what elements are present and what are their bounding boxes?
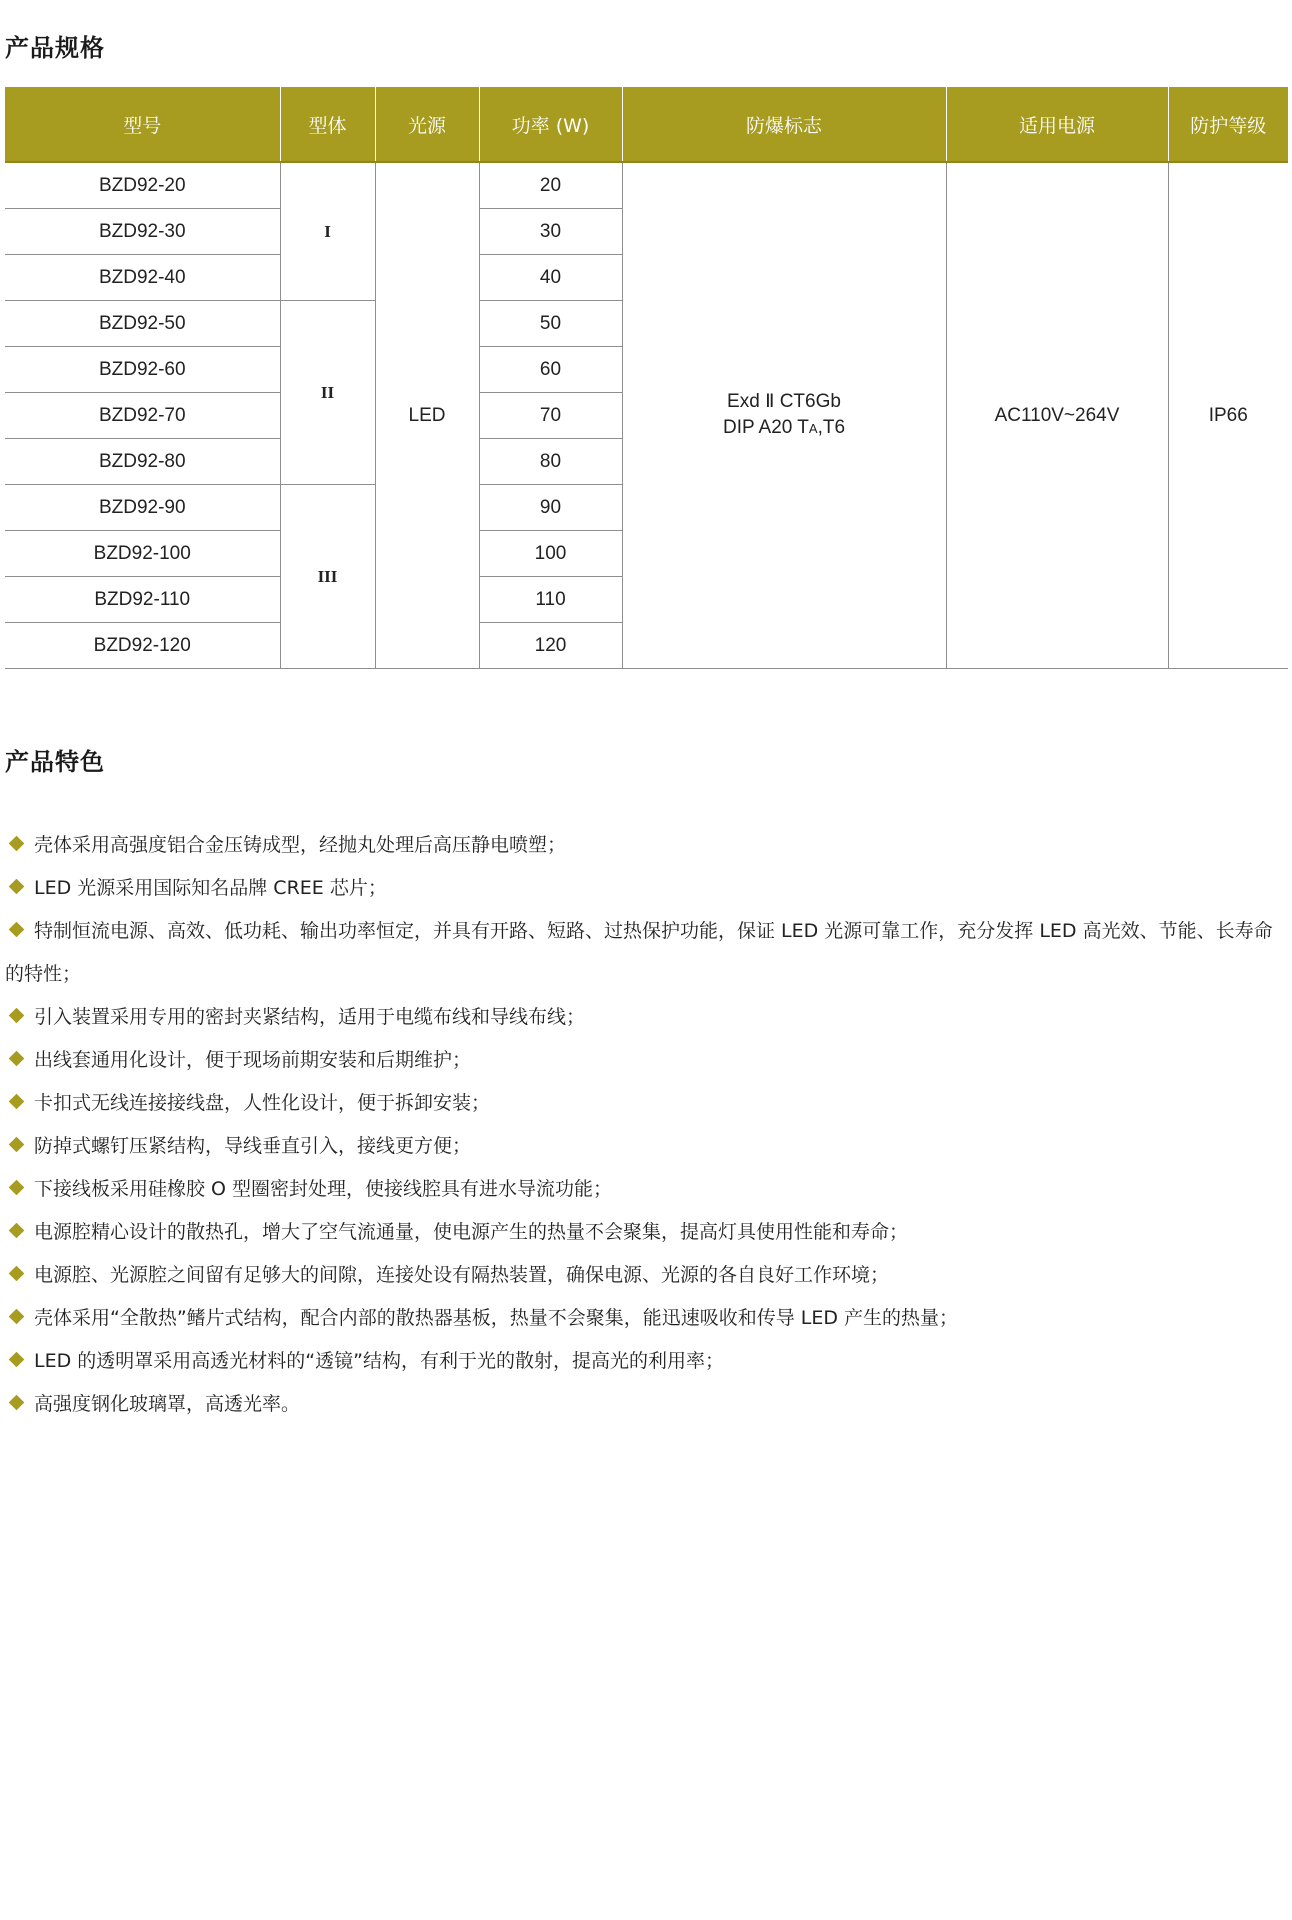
model-cell: BZD92-90 bbox=[5, 485, 280, 531]
power-cell: 30 bbox=[479, 209, 622, 255]
diamond-bullet-icon bbox=[9, 1223, 25, 1239]
model-cell: BZD92-120 bbox=[5, 623, 280, 669]
header-type: 型体 bbox=[280, 87, 375, 162]
header-model: 型号 bbox=[5, 87, 280, 162]
power-supply-cell: AC110V~264V bbox=[946, 162, 1168, 669]
power-cell: 90 bbox=[479, 485, 622, 531]
power-cell: 40 bbox=[479, 255, 622, 301]
diamond-bullet-icon bbox=[9, 1008, 25, 1024]
model-cell: BZD92-100 bbox=[5, 531, 280, 577]
type-cell bbox=[280, 301, 375, 485]
protection-cell: IP66 bbox=[1168, 162, 1288, 669]
model-cell: BZD92-20 bbox=[5, 162, 280, 209]
feature-text: 壳体采用高强度铝合金压铸成型，经抛丸处理后高压静电喷塑； bbox=[34, 834, 567, 856]
model-cell: BZD92-80 bbox=[5, 439, 280, 485]
header-power-supply: 适用电源 bbox=[946, 87, 1168, 162]
model-cell: BZD92-110 bbox=[5, 577, 280, 623]
type-label: III bbox=[317, 566, 338, 586]
power-cell: 80 bbox=[479, 439, 622, 485]
feature-text: 壳体采用“全散热”鳍片式结构，配合内部的散热器基板，热量不会聚集，能迅速吸收和传导 LED 产生的热量； bbox=[34, 1307, 958, 1329]
header-protection: 防护等级 bbox=[1168, 87, 1288, 162]
diamond-bullet-icon bbox=[9, 1395, 25, 1411]
spec-header-row bbox=[5, 87, 1288, 162]
header-explosion-mark: 防爆标志 bbox=[622, 87, 946, 162]
feature-text: 高强度钢化玻璃罩，高透光率。 bbox=[34, 1393, 301, 1415]
power-cell: 50 bbox=[479, 301, 622, 347]
diamond-bullet-icon bbox=[9, 1094, 25, 1110]
model-cell: BZD92-70 bbox=[5, 393, 280, 439]
diamond-bullet-icon bbox=[9, 836, 25, 852]
list-item bbox=[5, 824, 1280, 867]
type-label: I bbox=[324, 221, 331, 241]
diamond-bullet-icon bbox=[9, 1352, 25, 1368]
list-item bbox=[5, 1082, 1280, 1125]
explosion-mark-line2: DIP A20 TA,T6 bbox=[722, 417, 846, 438]
list-item bbox=[5, 1039, 1280, 1082]
power-cell: 120 bbox=[479, 623, 622, 669]
list-item bbox=[5, 1297, 1280, 1340]
model-cell: BZD92-50 bbox=[5, 301, 280, 347]
feature-text: LED 光源采用国际知名品牌 CREE 芯片； bbox=[34, 877, 387, 899]
power-cell: 60 bbox=[479, 347, 622, 393]
diamond-bullet-icon bbox=[9, 879, 25, 895]
feature-text: 引入装置采用专用的密封夹紧结构，适用于电缆布线和导线布线； bbox=[34, 1006, 586, 1028]
power-cell: 70 bbox=[479, 393, 622, 439]
feature-text: 卡扣式无线连接接线盘，人性化设计，便于拆卸安装； bbox=[34, 1092, 491, 1114]
list-item bbox=[5, 867, 1280, 910]
feature-text: 电源腔、光源腔之间留有足够大的间隙，连接处设有隔热装置，确保电源、光源的各自良好工作环境； bbox=[34, 1264, 890, 1286]
feature-text: 防掉式螺钉压紧结构，导线垂直引入，接线更方便； bbox=[34, 1135, 472, 1157]
type-cell bbox=[280, 485, 375, 669]
list-item bbox=[5, 1383, 1280, 1426]
spec-table bbox=[5, 87, 1288, 669]
explosion-mark-line1: Exd Ⅱ CT6Gb bbox=[727, 391, 841, 412]
model-cell: BZD92-30 bbox=[5, 209, 280, 255]
list-item bbox=[5, 1254, 1280, 1297]
header-light-source: 光源 bbox=[375, 87, 479, 162]
feature-text: 特制恒流电源、高效、低功耗、输出功率恒定，并具有开路、短路、过热保护功能，保证 LED 光源可靠工作，充分发挥 LED 高光效、节能、长寿命的特性； bbox=[5, 920, 1273, 985]
features-list bbox=[5, 824, 1280, 1426]
table-row bbox=[5, 162, 1288, 209]
feature-text: 电源腔精心设计的散热孔，增大了空气流通量，使电源产生的热量不会聚集，提高灯具使用性能和寿命； bbox=[34, 1221, 909, 1243]
light-source-cell: LED bbox=[375, 162, 479, 669]
diamond-bullet-icon bbox=[9, 922, 25, 938]
type-label: II bbox=[320, 382, 335, 402]
power-cell: 20 bbox=[479, 162, 622, 209]
diamond-bullet-icon bbox=[9, 1266, 25, 1282]
explosion-mark-cell bbox=[622, 162, 946, 669]
list-item bbox=[5, 1125, 1280, 1168]
power-cell: 100 bbox=[479, 531, 622, 577]
model-cell: BZD92-60 bbox=[5, 347, 280, 393]
diamond-bullet-icon bbox=[9, 1051, 25, 1067]
diamond-bullet-icon bbox=[9, 1137, 25, 1153]
feature-text: 下接线板采用硅橡胶 O 型圈密封处理，使接线腔具有进水导流功能； bbox=[34, 1178, 613, 1200]
spec-section-title: 产品规格 bbox=[5, 34, 105, 62]
diamond-bullet-icon bbox=[9, 1180, 25, 1196]
model-cell: BZD92-40 bbox=[5, 255, 280, 301]
feature-text: LED 的透明罩采用高透光材料的“透镜”结构，有利于光的散射，提高光的利用率； bbox=[34, 1350, 724, 1372]
list-item bbox=[5, 1211, 1280, 1254]
feature-text: 出线套通用化设计，便于现场前期安装和后期维护； bbox=[34, 1049, 472, 1071]
list-item bbox=[5, 910, 1280, 996]
type-cell bbox=[280, 162, 375, 301]
list-item bbox=[5, 1168, 1280, 1211]
list-item bbox=[5, 1340, 1280, 1383]
features-section-title: 产品特色 bbox=[5, 748, 105, 776]
power-cell: 110 bbox=[479, 577, 622, 623]
header-power: 功率 (W) bbox=[479, 87, 622, 162]
list-item bbox=[5, 996, 1280, 1039]
diamond-bullet-icon bbox=[9, 1309, 25, 1325]
